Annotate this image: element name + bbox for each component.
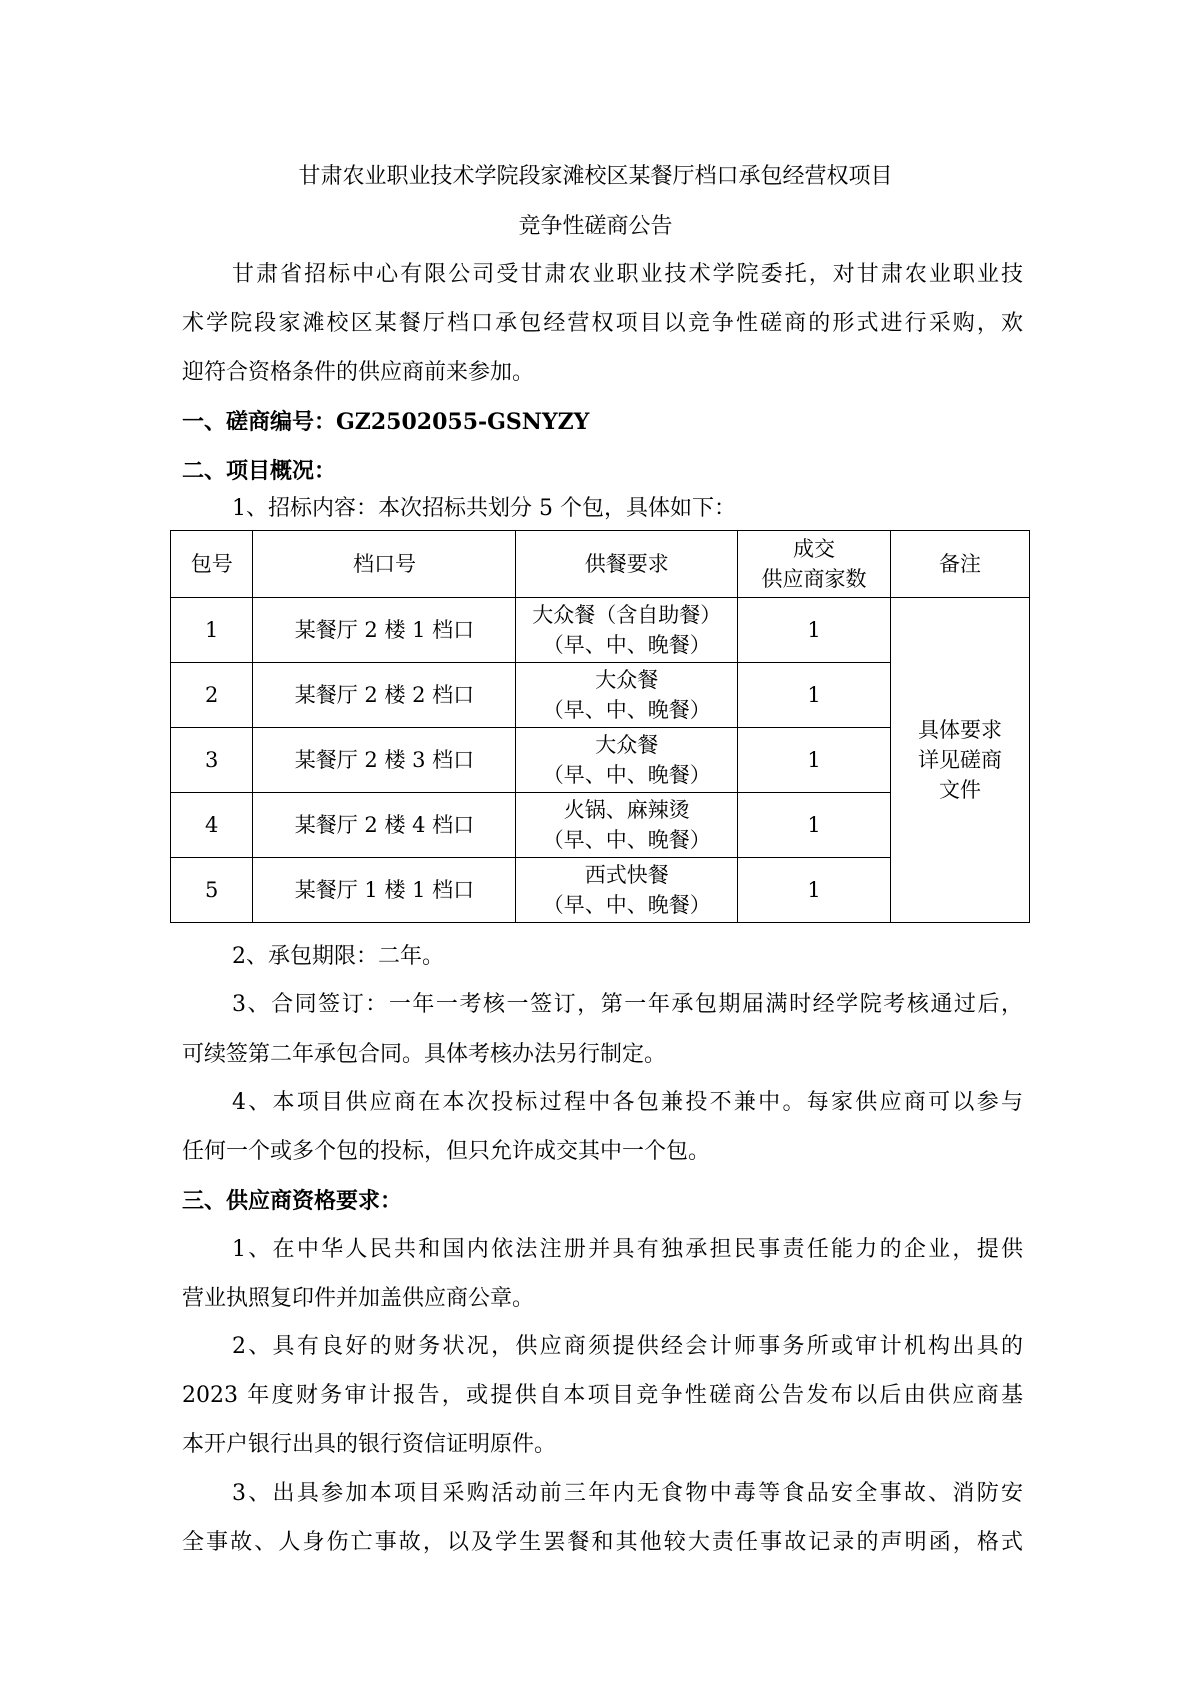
cell-package-number: 2 — [171, 663, 253, 728]
cell-package-number: 5 — [171, 858, 253, 923]
header-supplier-count-line: 供应商家数 — [761, 567, 867, 591]
requirement-type: 西式快餐 — [584, 863, 669, 887]
cell-supplier-count: 1 — [738, 663, 891, 728]
overview-item-3-line: 3、合同签订：一年一考核一签订，第一年承包期届满时经学院考核通过后， — [232, 992, 1023, 1017]
overview-item-4-line: 4、本项目供应商在本次投标过程中各包兼投不兼中。每家供应商可以参与 — [232, 1090, 1023, 1115]
requirement-meals: （早、中、晚餐） — [542, 633, 711, 657]
cell-remarks — [890, 598, 1029, 923]
doc-subtitle: 竞争性磋商公告 — [518, 214, 673, 239]
package-table — [170, 530, 1030, 923]
requirement-2-line: 2023 年度财务审计报告，或提供自本项目竞争性磋商公告发布以后由供应商基 — [182, 1383, 1023, 1408]
cell-stall: 某餐厅 2 楼 1 档口 — [253, 598, 516, 663]
cell-stall: 某餐厅 2 楼 3 档口 — [253, 728, 516, 793]
requirement-2-line: 本开户银行出具的银行资信证明原件。 — [182, 1432, 557, 1457]
cell-stall: 某餐厅 2 楼 4 档口 — [253, 793, 516, 858]
cell-requirement — [516, 598, 738, 663]
header-supplier-count-line: 成交 — [793, 537, 836, 561]
header-supplier-count — [738, 531, 891, 598]
requirement-type: 大众餐 — [595, 733, 659, 757]
remarks-line: 详见磋商 — [917, 748, 1002, 772]
overview-item-2: 2、承包期限：二年。 — [232, 944, 444, 969]
requirement-type: 火锅、麻辣烫 — [563, 798, 690, 822]
intro-line: 术学院段家滩校区某餐厅档口承包经营权项目以竞争性磋商的形式进行采购，欢 — [182, 311, 1023, 336]
cell-requirement — [516, 728, 738, 793]
requirement-meals: （早、中、晚餐） — [542, 698, 711, 722]
table-row — [171, 598, 1030, 663]
requirement-type: 大众餐（含自助餐） — [532, 603, 722, 627]
remarks-line: 文件 — [938, 778, 981, 802]
section-heading-bid-number: 一、磋商编号：GZ2502055-GSNYZY — [182, 409, 590, 435]
overview-item-1: 1、招标内容：本次招标共划分 5 个包，具体如下： — [232, 496, 736, 521]
cell-requirement — [516, 858, 738, 923]
requirement-3-line: 全事故、人身伤亡事故，以及学生罢餐和其他较大责任事故记录的声明函，格式 — [182, 1530, 1023, 1555]
section-heading-qualifications: 三、供应商资格要求： — [182, 1188, 403, 1214]
cell-stall: 某餐厅 1 楼 1 档口 — [253, 858, 516, 923]
section-heading-overview: 二、项目概况： — [182, 458, 337, 484]
cell-stall: 某餐厅 2 楼 2 档口 — [253, 663, 516, 728]
table-header-row — [171, 531, 1030, 598]
cell-package-number: 4 — [171, 793, 253, 858]
requirement-meals: （早、中、晚餐） — [542, 763, 711, 787]
overview-item-3-line: 可续签第二年承包合同。具体考核办法另行制定。 — [182, 1042, 667, 1067]
requirement-type: 大众餐 — [595, 668, 659, 692]
header-stall-number: 档口号 — [253, 531, 516, 598]
requirement-meals: （早、中、晚餐） — [542, 893, 711, 917]
intro-line: 甘肃省招标中心有限公司受甘肃农业职业技术学院委托，对甘肃农业职业技 — [232, 262, 1023, 287]
cell-supplier-count: 1 — [738, 858, 891, 923]
remarks-line: 具体要求 — [917, 718, 1002, 742]
requirement-1-line: 1、在中华人民共和国内依法注册并具有独承担民事责任能力的企业，提供 — [232, 1237, 1023, 1262]
requirement-1-line: 营业执照复印件并加盖供应商公章。 — [182, 1286, 535, 1311]
cell-supplier-count: 1 — [738, 728, 891, 793]
overview-item-4-line: 任何一个或多个包的投标，但只允许成交其中一个包。 — [182, 1139, 711, 1164]
header-package-number: 包号 — [171, 531, 253, 598]
header-catering-requirement: 供餐要求 — [516, 531, 738, 598]
cell-supplier-count: 1 — [738, 598, 891, 663]
requirement-2-line: 2、具有良好的财务状况，供应商须提供经会计师事务所或审计机构出具的 — [232, 1334, 1023, 1359]
cell-requirement — [516, 793, 738, 858]
cell-package-number: 3 — [171, 728, 253, 793]
intro-line: 迎符合资格条件的供应商前来参加。 — [182, 360, 535, 385]
cell-package-number: 1 — [171, 598, 253, 663]
doc-title: 甘肃农业职业技术学院段家滩校区某餐厅档口承包经营权项目 — [298, 164, 893, 189]
cell-requirement — [516, 663, 738, 728]
requirement-meals: （早、中、晚餐） — [542, 828, 711, 852]
requirement-3-line: 3、出具参加本项目采购活动前三年内无食物中毒等食品安全事故、消防安 — [232, 1481, 1023, 1506]
header-remarks: 备注 — [890, 531, 1029, 598]
cell-supplier-count: 1 — [738, 793, 891, 858]
